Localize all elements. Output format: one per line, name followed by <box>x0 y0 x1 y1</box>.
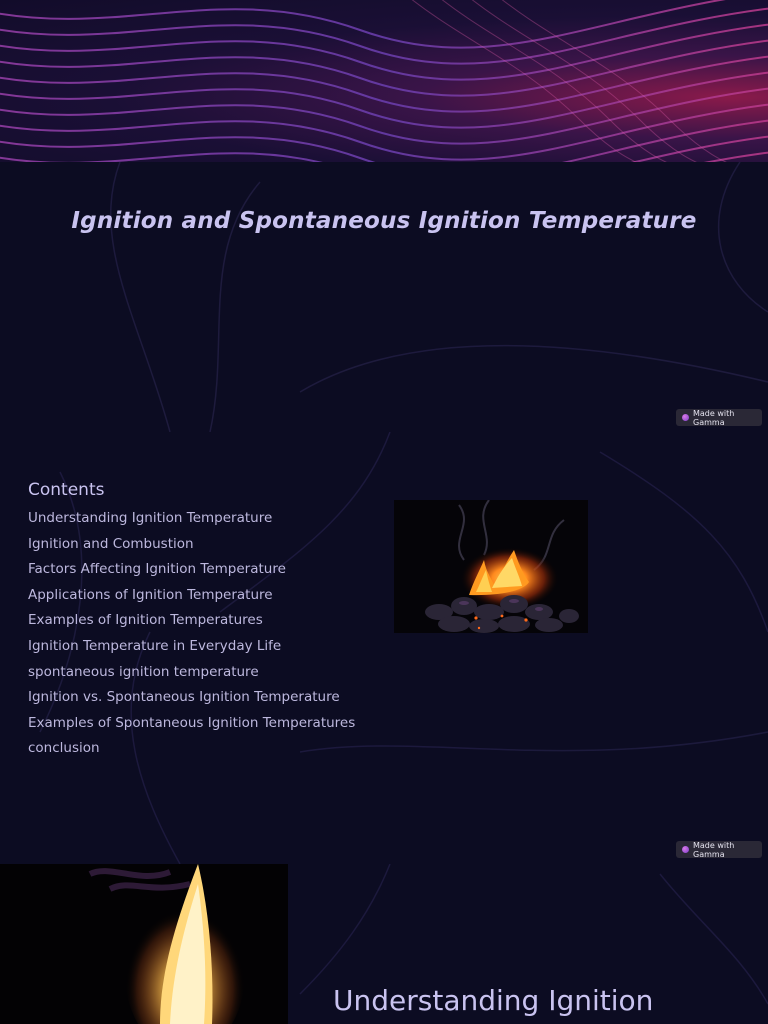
contents-item[interactable]: Ignition vs. Spontaneous Ignition Temperature <box>28 689 340 706</box>
made-with-gamma-badge[interactable] <box>676 409 762 426</box>
badge-label: Made with Gamma <box>693 840 735 859</box>
smoke-background <box>0 162 768 432</box>
presentation-title: Ignition and Spontaneous Ignition Temperature <box>71 208 697 234</box>
gamma-logo-icon <box>682 846 689 853</box>
badge-label: Made with Gamma <box>693 408 735 427</box>
contents-list <box>28 508 355 764</box>
section-heading: Understanding Ignition <box>333 984 654 1017</box>
candle-flame-image <box>0 864 288 1024</box>
gamma-logo-icon <box>682 414 689 421</box>
contents-item[interactable]: Factors Affecting Ignition Temperature <box>28 561 286 578</box>
contents-slide <box>0 432 768 864</box>
contents-item[interactable]: Applications of Ignition Temperature <box>28 586 273 603</box>
contents-item[interactable]: Ignition Temperature in Everyday Life <box>28 637 282 654</box>
contents-item[interactable]: spontaneous ignition temperature <box>28 663 259 680</box>
understanding-ignition-slide <box>0 864 768 1024</box>
contents-item[interactable]: Examples of Ignition Temperatures <box>28 612 263 629</box>
burning-coals-image <box>394 500 588 633</box>
hero-wave-image <box>0 0 768 162</box>
contents-item[interactable]: Ignition and Combustion <box>28 535 194 552</box>
contents-item[interactable]: Understanding Ignition Temperature <box>28 510 273 526</box>
contents-item[interactable]: Examples of Spontaneous Ignition Temperatures <box>28 714 356 731</box>
contents-heading: Contents <box>28 480 105 500</box>
title-slide <box>0 0 768 432</box>
contents-item[interactable]: conclusion <box>28 740 100 757</box>
made-with-gamma-badge[interactable] <box>676 841 762 858</box>
